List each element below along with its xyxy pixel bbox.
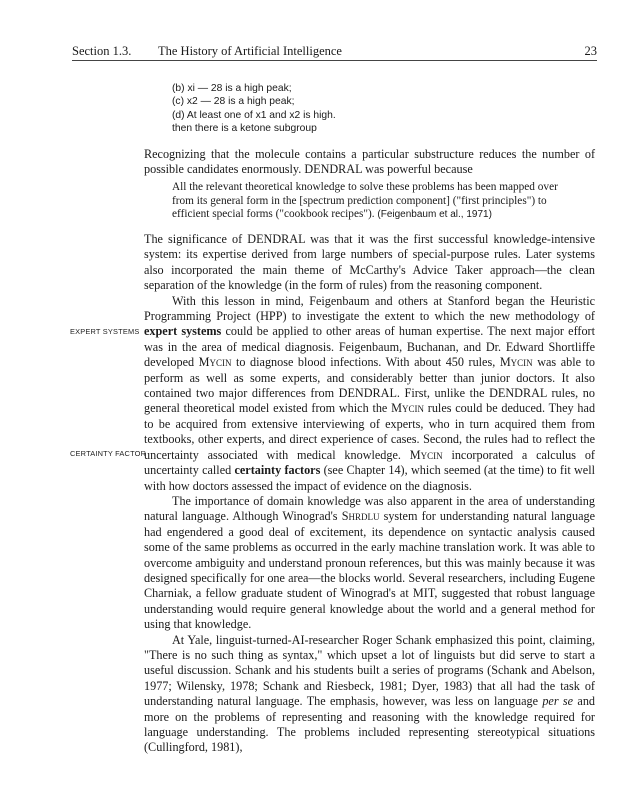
term-expert-systems: expert systems bbox=[144, 324, 222, 339]
chapter-title: The History of Artificial Intelligence bbox=[158, 44, 342, 58]
section-label: Section 1.3. bbox=[72, 44, 132, 58]
running-header bbox=[72, 44, 597, 61]
rule-condition-list bbox=[172, 82, 336, 135]
margin-note-expert-systems: EXPERT SYSTEMS bbox=[70, 327, 140, 336]
list-item: then there is a ketone subgroup bbox=[172, 122, 317, 134]
paragraph-5: At Yale, linguist-turned-AI-researcher Roger Schank emphasized this point, claiming, "There is no such thing as syntax," which upset a lot of linguists but did serve to start a useful discussion. Schank and his students built a series of programs (Schank and Abelson, 1977; Wilensky, 1978; Schank and Riesbeck, 1981; Dyer, 1983) that all had the task of understanding natural language. The emphasis, however, was less on language per se and more on the problems of representing and reasoning with the knowledge required for language understanding. The problems included representing stereotypical situations (Cullingford, 1981), bbox=[144, 632, 596, 755]
body-text bbox=[144, 232, 595, 756]
per-se-italic: per se bbox=[542, 694, 574, 709]
paragraph-3: With this lesson in mind, Feigenbaum and others at Stanford began the Heuristic Programming Project (HPP) to investigate the extent to which the new methodology of expert systems could be applied to other areas of human expertise. The next major effort was in the area of medical diagnosis. Feigenbaum, Buchanan, and Dr. Edward Shortliffe developed Mycin to diagnose blood infections. With about 450 rules, Mycin was able to perform as well as some experts, and considerably better than junior doctors. It also contained two major differences from DENDRAL. First, unlike the DENDRAL rules, no general theoretical model existed from which the Mycin rules could be deduced. They had to be acquired from extensive interviewing of experts, who in turn acquired them from textbooks, other experts, and direct experience of cases. Second, the rules had to reflect the uncertainty associated with medical knowledge. Mycin incorporated a calculus of uncertainty called certainty factors (see Chapter 14), which seemed (at the time) to fit well with how doctors assessed the impact of evidence on the diagnosis. bbox=[144, 293, 596, 493]
quote-citation: (Feigenbaum et al., 1971) bbox=[377, 209, 492, 221]
mycin-name: Mycin bbox=[499, 355, 533, 370]
paragraph-1: Recognizing that the molecule contains a particular substructure reduces the number of possible candidates enormously. DENDRAL was powerful because bbox=[144, 147, 595, 177]
list-item: (c) x2 — 28 is a high peak; bbox=[172, 96, 295, 108]
page-number: 23 bbox=[584, 44, 597, 58]
list-item: (d) At least one of x1 and x2 is high. bbox=[172, 109, 336, 121]
shrdlu-name: Shrdlu bbox=[341, 509, 380, 524]
paragraph-4: The importance of domain knowledge was also apparent in the area of understanding natural language. Although Winograd's Shrdlu system for understanding natural language had engendered a good deal of excitement, its dependence on syntactic analysis caused some of the same problems as occurred in the early machine translation work. It was able to overcome ambiguity and understand pronoun references, but this was mainly because it was designed specifically for one area—the blocks world. Several researchers, including Eugene Charniak, a fellow graduate student of Winograd's at MIT, suggested that robust language understanding would require general knowledge about the world and a general method for using that knowledge. bbox=[144, 493, 595, 632]
term-certainty-factors: certainty factors bbox=[234, 463, 321, 478]
quote-text: All the relevant theoretical knowledge to solve these problems has been mapped over from its general form in the [spectrum prediction component] ("first principles") to efficient special forms ("cookbook recipes"). bbox=[172, 181, 558, 221]
mycin-name: Mycin bbox=[391, 401, 424, 416]
margin-note-certainty-factor: CERTAINTY FACTOR bbox=[70, 449, 147, 458]
list-item: (b) xi — 28 is a high peak; bbox=[172, 83, 292, 94]
block-quote bbox=[172, 181, 582, 222]
paragraph-2: The significance of DENDRAL was that it was the first successful knowledge-intensive system: its expertise derived from large numbers of special-purpose rules. Later systems also incorporated the main theme of McCarthy's Advice Taker approach—the clean separation of the knowledge (in the form of rules) from the reasoning component. bbox=[144, 232, 595, 293]
mycin-name: Mycin bbox=[409, 447, 443, 462]
mycin-name: Mycin bbox=[198, 355, 232, 370]
